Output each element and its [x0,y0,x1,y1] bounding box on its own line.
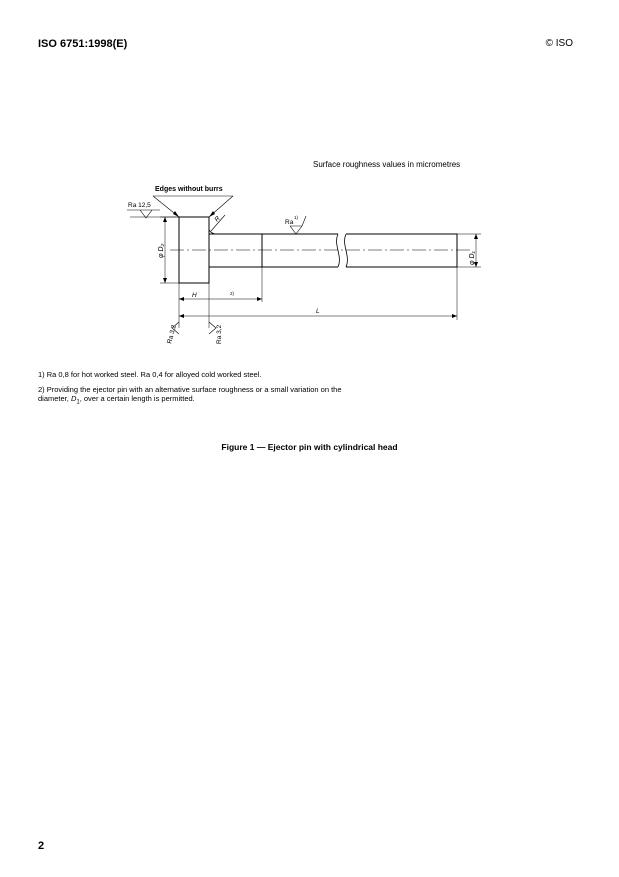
pin-shank [209,234,338,267]
ra-shank-prefix: Ra [285,219,294,226]
units-note: Surface roughness values in micrometres [313,160,461,169]
figure-title: Figure 1 — Ejector pin with cylindrical head [221,442,398,452]
ra-bottom-left-label: Ra 3,2 [166,324,178,345]
dim-l-label: L [316,308,320,315]
footnote-1: 1) Ra 0,8 for hot worked steel. Ra 0,4 for alloyed cold worked steel. [38,370,262,379]
ra-bottom-right-symbol [209,322,216,334]
dim-h-label: H [192,292,197,299]
document-id: ISO 6751:1998(E) [38,38,128,50]
footnote-2 [38,385,368,408]
footnote-2-text: 2) Providing the ejector pin with an alternative surface roughness or a small variation on the diameter, [38,385,342,403]
break-line [337,234,348,267]
edges-label: Edges without burrs [155,186,223,193]
dim-ref2-label: 2) [230,291,235,296]
radius-label: R [213,215,222,224]
ra-head-label: Ra 12,5 [128,202,151,209]
footnote-2-text-end: , over a certain length is permitted. [79,394,195,403]
copyright-notice: © ISO [545,38,573,49]
page-number: 2 [38,840,45,852]
footnote-2-symbol: D [70,394,77,403]
dim-d2-label: φ D₂ [158,243,165,258]
ra-shank-ref: 1) [294,215,299,220]
footnote-2-subscript: 1 [76,399,80,406]
pin-shank-end [346,234,457,267]
ra-bottom-right-label: Ra 3,2 [216,324,223,344]
dim-d1-label: φ D₁ [469,251,476,265]
